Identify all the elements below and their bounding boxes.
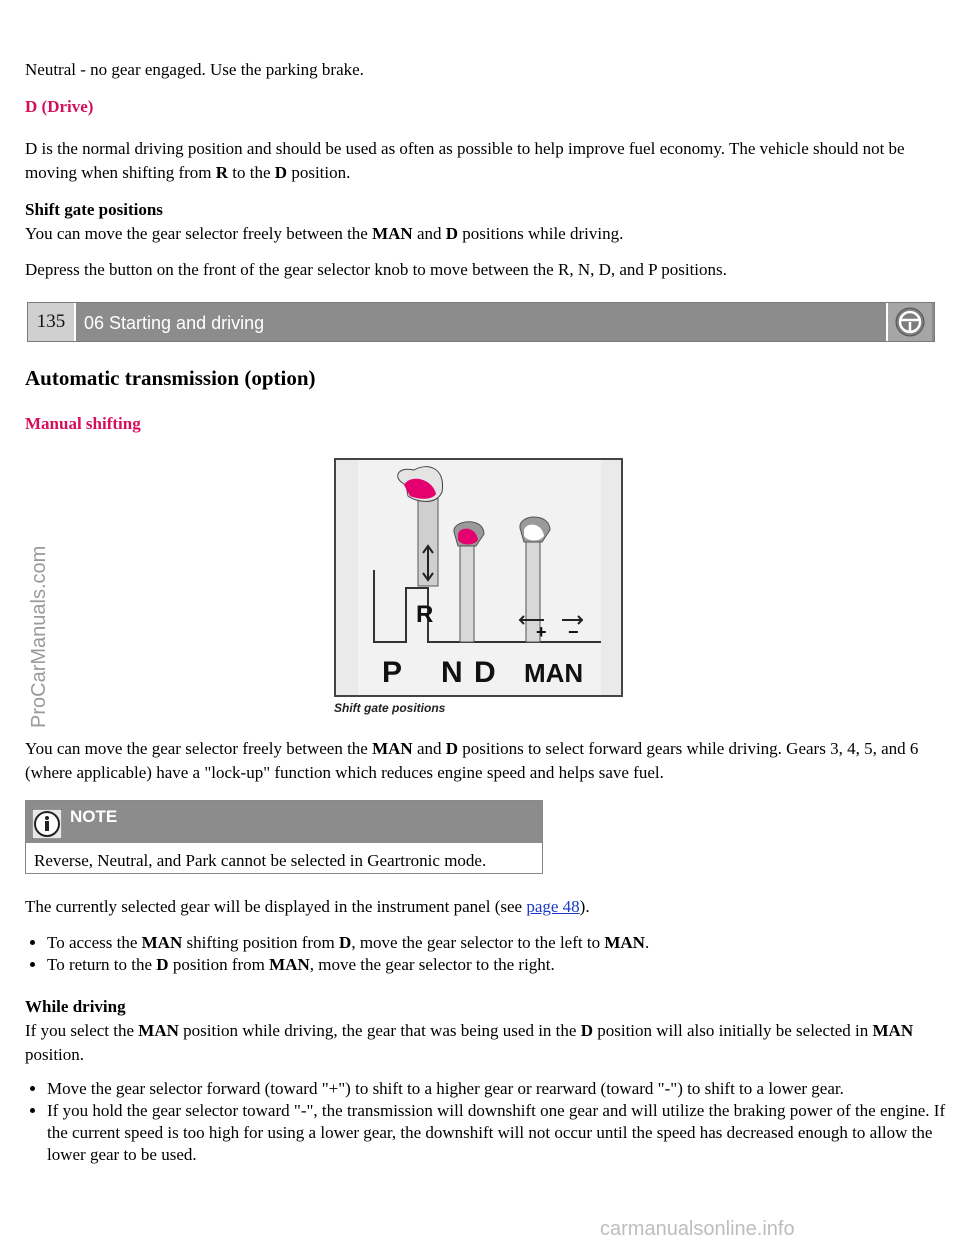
section-title: Automatic transmission (option) xyxy=(25,366,316,390)
manual-heading: Manual shifting xyxy=(25,414,141,433)
gate-label-N: N xyxy=(441,656,463,689)
manual-paragraph: You can move the gear selector freely between the MAN and D positions to select forward gears while driving. Gears 3, 4, 5, and 6 (where applicable) have a "lock-up" function which reduces engine speed and helps save fuel. xyxy=(25,739,919,782)
watermark-bottom: carmanualsonline.info xyxy=(600,1218,795,1240)
gear-bullets xyxy=(25,1078,952,1166)
gate-label-R: R xyxy=(416,601,434,628)
list-item: • Move the gear selector forward (toward "+") to shift to a higher gear or rearward (toward "-") to shift to a lower gear. xyxy=(47,1078,952,1100)
list-item: • To return to the D position from MAN, move the gear selector to the right. xyxy=(47,954,947,976)
gate-label-MAN: MAN xyxy=(524,658,584,688)
drive-heading: D (Drive) xyxy=(25,97,94,116)
note-header xyxy=(26,801,542,843)
info-icon xyxy=(32,809,62,839)
neutral-text: Neutral - no gear engaged. Use the parking brake. xyxy=(25,60,364,79)
gate-label-P: P xyxy=(382,656,403,689)
gate-label-D: D xyxy=(474,656,496,689)
while-driving-paragraph: While driving If you select the MAN position while driving, the gear that was being used in the D position will also initially be selected in MAN position. xyxy=(25,997,914,1064)
shift-gate-paragraph: Shift gate positions You can move the gear selector freely between the MAN and D positions while driving. xyxy=(25,200,624,243)
displayed-paragraph: The currently selected gear will be displayed in the instrument panel (see page 48). xyxy=(25,897,590,916)
page-48-link[interactable]: page 48 xyxy=(526,897,580,916)
note-text: Reverse, Neutral, and Park cannot be selected in Geartronic mode. xyxy=(34,851,487,870)
shift-gate-figure xyxy=(334,458,623,697)
section-title-banner: 06 Starting and driving xyxy=(84,313,265,333)
page-number: 135 xyxy=(28,303,76,341)
access-bullets xyxy=(25,932,947,976)
gate-label-minus: − xyxy=(568,622,579,642)
section-banner xyxy=(27,302,935,342)
figure-caption: Shift gate positions xyxy=(334,701,446,715)
gate-label-plus: + xyxy=(536,622,547,642)
note-box xyxy=(25,800,543,874)
drive-paragraph: D is the normal driving position and should be used as often as possible to help improve fuel economy. The vehicle should not be moving when shifting from R to the D position. xyxy=(25,139,905,182)
steering-wheel-icon xyxy=(886,303,932,341)
depress-text: Depress the button on the front of the gear selector knob to move between the R, N, D, and P positions. xyxy=(25,260,727,279)
list-item: • If you hold the gear selector toward "-", the transmission will downshift one gear and will utilize the braking power of the engine. If the current speed is too high for using a lower gear, the downshift will not occur until the speed has decreased enough to allow the lower gear to be used. xyxy=(47,1100,952,1166)
watermark-left: ProCarManuals.com xyxy=(28,545,50,728)
note-label: NOTE xyxy=(70,807,118,826)
list-item: • To access the MAN shifting position from D, move the gear selector to the left to MAN. xyxy=(47,932,947,954)
